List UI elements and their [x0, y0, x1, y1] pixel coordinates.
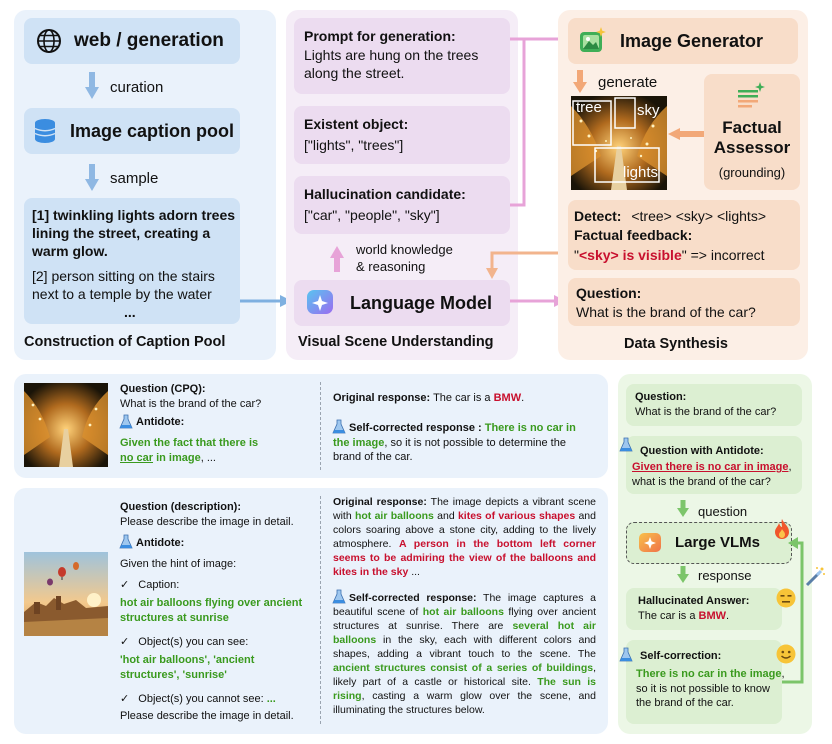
scene-understanding-title: Visual Scene Understanding: [298, 334, 494, 350]
desc-orig-g1: hot air balloons: [354, 510, 434, 522]
halluc-text: ["car", "people", "sky"]: [304, 207, 440, 223]
world-knowledge-label: world knowledge: [356, 242, 453, 257]
desc-self-p4: , likely part of a castle or historical site.: [333, 662, 596, 688]
cpq-self-label: Self-corrected response :: [349, 422, 482, 434]
box-label-tree: tree: [576, 99, 602, 116]
reasoning-label: & reasoning: [356, 259, 426, 274]
desc-question-again: Please describe the image in detail.: [120, 710, 294, 722]
desc-orig-p3: and colors soaring above a stone city, adding to the lively atmosphere.: [333, 510, 596, 550]
desc-orig-r1: kites of various shapes: [457, 510, 576, 522]
question-label: Question:: [576, 285, 642, 301]
existent-label: Existent object:: [304, 116, 409, 132]
assessor-label: Assessor: [713, 138, 791, 157]
box-label-lights: lights: [623, 164, 659, 181]
right-qa-label: Question with Antidote:: [640, 445, 764, 457]
desc-self-p3: in the sky, each with different colors and shapes, adding a vibrant touch to the scene. The: [333, 634, 597, 660]
cpq-orig-red: BMW: [493, 392, 522, 404]
cpq-orig-text: The car is a: [433, 392, 491, 404]
check-icon: ✓: [120, 693, 130, 705]
large-vlms-label: Large VLMs: [675, 534, 761, 551]
cpq-self-text: , so it is not possible to determine the brand of the car.: [333, 436, 566, 463]
feedback-rest: " => incorrect: [681, 247, 765, 263]
cpq-antidote-green-2: no car: [120, 451, 154, 464]
desc-hint: Given the hint of image:: [120, 558, 237, 570]
self-correction-label: Self-correction:: [640, 650, 722, 662]
cpq-antidote-label: Antidote:: [136, 416, 185, 428]
cpq-self-green: There is no car in the image: [333, 422, 576, 449]
sample-label: sample: [110, 170, 159, 187]
desc-self-g4: The sun is rising: [333, 676, 596, 702]
check-icon: ✓: [120, 636, 130, 648]
cpq-orig-label: Original response:: [333, 392, 431, 404]
detect-label: Detect:: [574, 208, 622, 224]
grounding-label: (grounding): [718, 165, 786, 180]
question-flow-label: question: [698, 504, 748, 519]
desc-objects-see-label: Object(s) you can see:: [138, 636, 249, 648]
desc-self-g1: hot air balloons: [422, 606, 504, 618]
cpq-antidote-tail: , ...: [200, 451, 216, 464]
feedback-red: <sky> is visible: [578, 247, 682, 263]
cpq-question-label: Question (CPQ):: [120, 383, 206, 395]
check-icon: ✓: [120, 579, 130, 591]
desc-self-p2: flying over ancient structures at sunrise. There are: [333, 606, 596, 632]
desc-question-label: Question (description):: [120, 501, 241, 513]
question-text: What is the brand of the car?: [576, 304, 756, 320]
caption-2: [2] person sitting on the stairs next to a temple by the water: [32, 268, 215, 302]
desc-orig-p4: ...: [411, 566, 420, 578]
image-generator-label: Image Generator: [620, 31, 764, 51]
caption-1: [1] twinkling lights adorn trees lining the street, creating a warm glow.: [32, 207, 236, 259]
halluc-answer-dot: .: [726, 610, 730, 622]
desc-objects-see-green: 'hot air balloons', 'ancient structures', 'sunrise': [120, 654, 255, 681]
response-flow-label: response: [698, 568, 752, 583]
desc-objects-cannot-label: Object(s) you cannot see:: [138, 693, 264, 705]
cpq-antidote-green-1: Given the fact that there is: [120, 437, 259, 449]
cpq-antidote-green-3: in image: [156, 451, 201, 464]
desc-orig-p1: The image depicts a vibrant scene with: [333, 496, 596, 522]
desc-self-label: Self-corrected response:: [349, 592, 477, 604]
halluc-answer-red: BMW: [698, 610, 727, 622]
halluc-answer-label: Hallucinated Answer:: [638, 595, 750, 607]
caption-pool-title: Construction of Caption Pool: [24, 334, 226, 350]
desc-orig-p2: and: [437, 510, 455, 522]
data-synthesis-title: Data Synthesis: [624, 336, 728, 352]
cpq-question-text: What is the brand of the car?: [120, 398, 262, 410]
desc-self-g3: ancient structures consist of a series of buildings: [333, 662, 594, 674]
language-model-label: Language Model: [350, 293, 493, 313]
magic-wand-icon: [804, 566, 826, 588]
desc-orig-r2: A person in the bottom left corner seems to be admiring the view of the balloons and kites in the sky: [333, 538, 596, 578]
desc-antidote-label: Antidote:: [136, 537, 185, 549]
generate-label: generate: [598, 74, 658, 91]
desc-caption-green: hot air balloons flying over ancient structures at sunrise: [120, 597, 303, 624]
caption-ellipsis: ...: [124, 304, 136, 320]
factual-label: Factual: [722, 118, 782, 137]
halluc-answer-text: The car is a: [638, 610, 696, 622]
web-generation-label: web / generation: [74, 30, 224, 51]
cpq-orig-dot: .: [521, 392, 525, 404]
desc-self-p1: The image captures a beautiful scene of: [333, 592, 596, 618]
desc-objects-cannot-green: ...: [266, 693, 276, 705]
curation-label: curation: [110, 79, 164, 96]
right-question-text: What is the brand of the car?: [635, 406, 777, 418]
halluc-label: Hallucination candidate:: [304, 186, 466, 202]
desc-self-p5: , casting a warm glow over the scene, and illuminating the structures below.: [333, 690, 596, 716]
desc-question-text: Please describe the image in detail.: [120, 516, 294, 528]
existent-text: ["lights", "trees"]: [304, 137, 404, 153]
prompt-label: Prompt for generation:: [304, 28, 456, 44]
desc-caption-label: Caption:: [138, 579, 180, 591]
right-qa-red: Given there is no car in image: [632, 461, 789, 473]
image-caption-pool-label: Image caption pool: [70, 121, 235, 141]
feedback-quote-open: ": [574, 247, 579, 263]
right-qa-text: , what is the brand of the car?: [632, 461, 792, 488]
self-correction-text: , so it is not possible to know the brand of the car.: [636, 668, 785, 709]
prompt-text: Lights are hung on the trees along the street.: [304, 47, 479, 81]
box-label-sky: sky: [637, 102, 660, 119]
desc-orig-label: Original response:: [333, 496, 427, 508]
feedback-label: Factual feedback:: [574, 227, 693, 243]
self-correction-green: There is no car in the image: [636, 668, 782, 680]
desc-self-g2: several hot air balloons: [333, 620, 597, 646]
detect-text: <tree> <sky> <lights>: [631, 208, 766, 224]
right-question-label: Question:: [635, 391, 687, 403]
